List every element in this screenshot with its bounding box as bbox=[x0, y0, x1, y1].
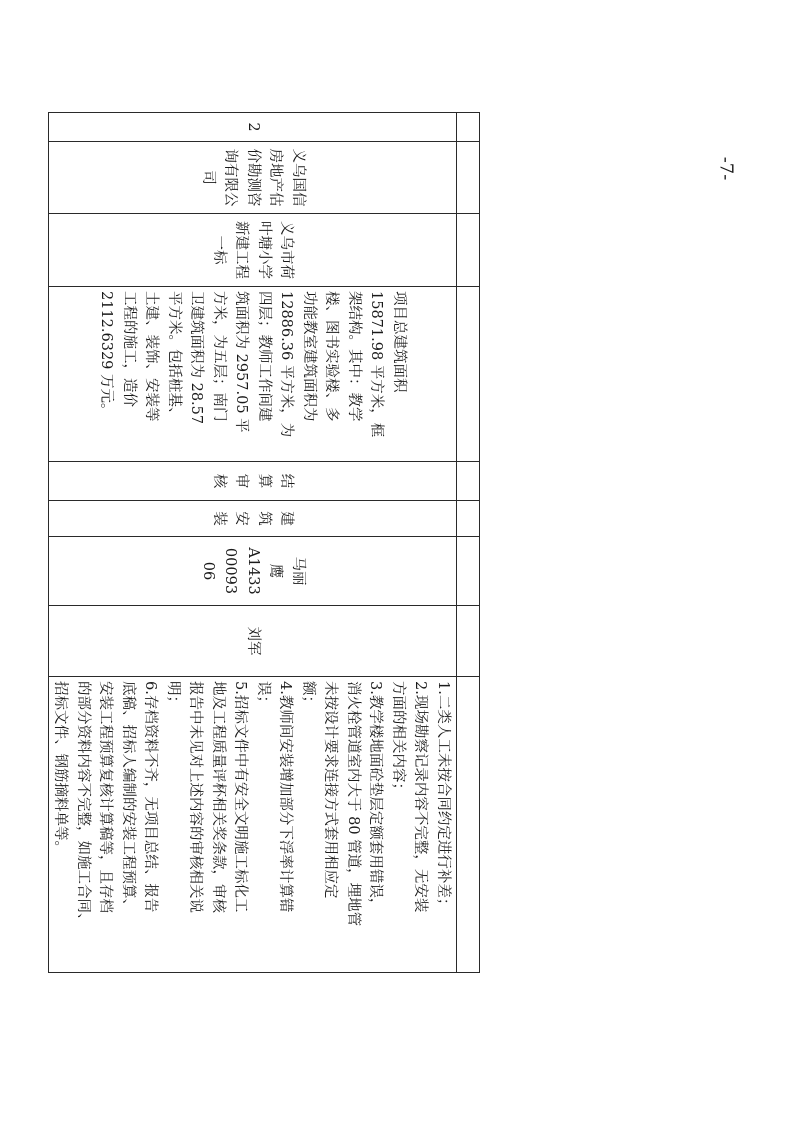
description-line: 15871.98 平方米，框 bbox=[368, 291, 385, 438]
organization-line: 房地产估 bbox=[267, 148, 284, 207]
audit-type-char: 核 bbox=[211, 473, 227, 489]
leader-cell bbox=[49, 606, 457, 677]
organization-cell bbox=[49, 142, 457, 214]
issue-line: 底稿、招标人编制的安装工程预算、 bbox=[120, 681, 136, 913]
specialty-char: 装 bbox=[211, 511, 227, 526]
issue-line: 2.现场勘察记录内容不完整，无安装 bbox=[412, 681, 429, 913]
row-index: 2 bbox=[49, 113, 457, 142]
project-line: 一标 bbox=[211, 235, 227, 265]
description-line: 工程的施工，造价 bbox=[121, 291, 137, 407]
audit-type-char: 审 bbox=[233, 473, 250, 489]
table-row bbox=[49, 113, 457, 973]
table-rotator bbox=[52, 112, 480, 973]
project-line: 新建工程 bbox=[233, 221, 250, 279]
cell-org-empty bbox=[457, 142, 480, 214]
cell-audit-type-empty bbox=[457, 462, 480, 501]
person-line: 马丽 bbox=[289, 556, 306, 586]
project-cell bbox=[49, 214, 457, 287]
description-line: 土建、装饰、安装等 bbox=[143, 291, 160, 422]
specialty-char: 安 bbox=[233, 511, 250, 526]
description-line: 楼、图书实验楼、多 bbox=[323, 291, 340, 422]
organization-line: 价勘测咨 bbox=[244, 148, 261, 207]
description-line: 平方米。包括桩基、 bbox=[166, 291, 182, 422]
issue-line: 招标文件、钢筋摘料单等。 bbox=[52, 681, 69, 855]
issue-line: 明； bbox=[165, 681, 181, 710]
specialty-cell bbox=[49, 501, 457, 537]
issue-line: 1.二类人工未按合同约定进行补差； bbox=[435, 681, 451, 913]
description-line: 架结构。其中：教学 bbox=[346, 291, 362, 422]
issue-line: 5.招标文件中有安全文明施工标化工 bbox=[232, 681, 249, 913]
table-row-previous-continuation bbox=[457, 113, 480, 973]
issue-line: 报告中未见对上述内容的审核相关说 bbox=[187, 681, 204, 913]
issue-line: 误； bbox=[255, 681, 271, 710]
issues-cell bbox=[49, 677, 457, 973]
description-line: 功能教室建筑面积为 bbox=[301, 291, 317, 422]
leader-name: 刘军 bbox=[244, 626, 261, 656]
issue-line: 消火栓管道室内大于 80 管道，埋地管 bbox=[345, 681, 361, 927]
description-line: 四层；教师工作间建 bbox=[256, 291, 272, 422]
cell-leader-empty bbox=[457, 606, 480, 677]
issue-line: 6.存档资料不齐，无项目总结、报告 bbox=[142, 681, 159, 913]
description-line: 12886.36 平方米，为 bbox=[278, 291, 295, 438]
audit-table bbox=[48, 112, 480, 973]
issue-line: 安装工程预算复核计算稿等，且存档 bbox=[97, 681, 114, 913]
person-line: 00093 bbox=[222, 547, 239, 595]
issue-line: 地及工程质量评杯相关奖条款，审核 bbox=[210, 681, 226, 913]
specialty-char: 筑 bbox=[256, 511, 272, 526]
issue-line: 未按设计要求连接方式套用相应定 bbox=[322, 681, 339, 899]
cell-issues-empty bbox=[457, 677, 480, 973]
description-line: 项目总建筑面积 bbox=[391, 291, 407, 393]
audit-type-cell bbox=[49, 462, 457, 501]
description-line: 卫建筑面积为 28.57 bbox=[188, 291, 205, 425]
person-cell bbox=[49, 537, 457, 606]
organization-line: 司 bbox=[199, 170, 216, 185]
issue-line: 额； bbox=[300, 681, 316, 710]
cell-index-empty bbox=[457, 113, 480, 142]
description-cell bbox=[49, 287, 457, 462]
issue-line: 3.教学楼地面砼垫层定额套用错误， bbox=[367, 681, 384, 913]
issue-line: 的部分资料内容不完整，如施工合同、 bbox=[75, 681, 91, 928]
organization-line: 义乌国信 bbox=[289, 148, 306, 207]
cell-project-empty bbox=[457, 214, 480, 287]
audit-type-char: 算 bbox=[256, 473, 272, 489]
cell-description-empty bbox=[457, 287, 480, 462]
person-line: A1433 bbox=[244, 547, 261, 595]
organization-line: 询有限公 bbox=[222, 148, 239, 207]
person-line: 06 bbox=[199, 561, 216, 581]
project-line: 叶塘小学 bbox=[256, 221, 272, 279]
specialty-char: 建 bbox=[278, 511, 295, 526]
issue-line: 方面的相关内容； bbox=[390, 681, 406, 797]
description-line: 筑面积为 2957.05 平 bbox=[233, 291, 250, 433]
person-line: 鹰 bbox=[267, 563, 284, 579]
issues-list bbox=[49, 681, 456, 968]
description-line: 2112.6329 万元。 bbox=[98, 291, 115, 418]
issue-line: 4.教师间安装增加部分下浮率计算错 bbox=[277, 681, 294, 913]
description-line: 方米，为五层；南门 bbox=[211, 291, 227, 422]
cell-specialty-empty bbox=[457, 501, 480, 537]
cell-person-empty bbox=[457, 537, 480, 606]
rotated-table-sheet bbox=[52, 112, 480, 973]
project-line: 义乌市荷 bbox=[278, 221, 295, 279]
audit-type-char: 结 bbox=[278, 473, 295, 489]
page-number: -7- bbox=[715, 156, 737, 180]
